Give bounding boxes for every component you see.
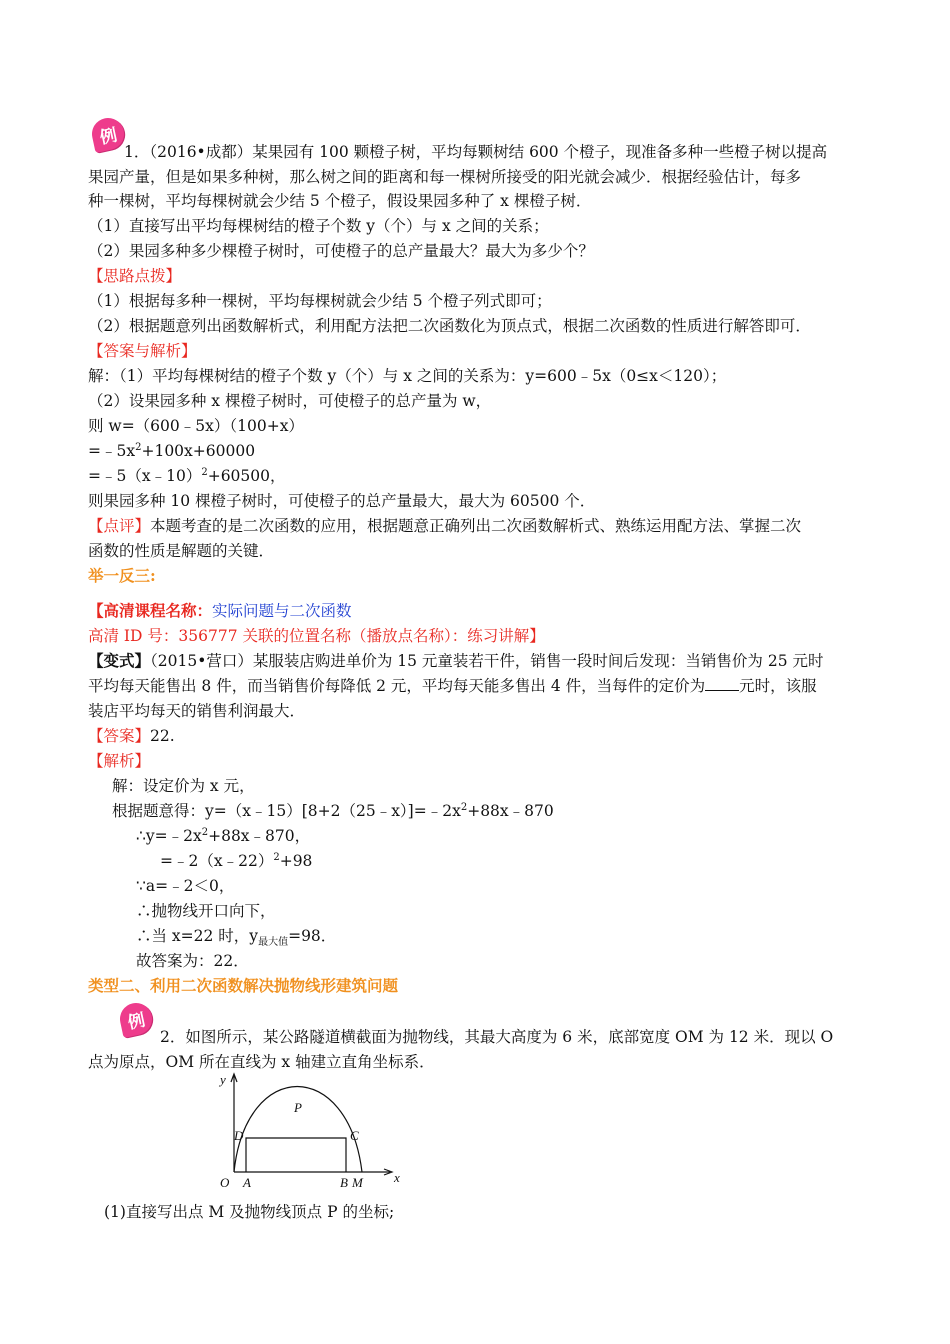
comment-line-1: 【点评】本题考查的是二次函数的应用，根据题意正确列出二次函数解析式、熟练运用配方法、掌握二次 — [88, 517, 802, 535]
solution-line-2: （2）设果园多种 x 棵橙子树时，可使橙子的总产量为 w， — [88, 392, 492, 410]
analysis-step-3: $\therefore y=﹣2x^2+88x﹣870$， — [136, 826, 311, 845]
hint-heading: 【思路点拨】 — [88, 267, 182, 285]
course-line: 【高清课程名称：实际问题与二次函数 — [88, 601, 352, 620]
ex2-line-2: 点为原点，OM 所在直线为 x 轴建立直角坐标系． — [88, 1053, 435, 1071]
ex2-question-1: (1)直接写出点 M 及抛物线顶点 P 的坐标; — [104, 1203, 395, 1221]
label-A: A — [243, 1175, 251, 1190]
course-id-line: 高清 ID 号：356777 关联的位置名称（播放点名称）：练习讲解】 — [88, 627, 545, 645]
label-D: D — [234, 1128, 244, 1143]
variant-line-1: 【变式】（2015•营口）某服装店购进单价为 15 元童装若干件，销售一段时间后发现：当销售价为 25 元时 — [88, 651, 824, 670]
answer-heading: 【答案与解析】 — [88, 342, 197, 360]
tunnel-figure — [212, 1068, 412, 1198]
rectangle-abcd — [246, 1138, 346, 1172]
variant-heading: 【变式】 — [88, 651, 151, 670]
analysis-step-1: 解：设定价为 x 元， — [112, 777, 255, 795]
analysis-heading: 【解析】 — [88, 752, 151, 770]
practice-heading: 举一反三: — [88, 566, 156, 585]
variant-line-2: 平均每天能售出 8 件，而当销售价每降低 2 元，平均每天能多售出 4 件，当每件的定价为 元时，该服 — [88, 677, 817, 695]
label-C: C — [350, 1128, 359, 1143]
ex1-question-2: （2）果园多种多少棵橙子树时，可使橙子的总产量最大？最大为多少个？ — [88, 242, 594, 260]
solution-line-3: 则 w=（600﹣5x）（100+x） — [88, 417, 304, 435]
label-M: M — [352, 1175, 363, 1190]
ex1-line-3: 种一棵树，平均每棵树就会少结 5 个橙子，假设果园多种了 x 棵橙子树． — [88, 192, 592, 210]
analysis-step-7: ∴当 x=22 时，$y_{最大值}=98$． — [136, 927, 337, 949]
comment-line-2: 函数的性质是解题的关键． — [88, 542, 275, 560]
example-badge-icon: 例 — [117, 1000, 155, 1038]
label-y: y — [220, 1072, 226, 1087]
ex1-line-2: 果园产量，但是如果多种树，那么树之间的距离和每一棵树所接受的阳光就会减少．根据经验估计，每多 — [88, 168, 802, 186]
hint-line-1: （1）根据每多种一棵树，平均每棵树就会少结 5 个橙子列式即可； — [88, 292, 552, 310]
solution-line-1: 解：（1）平均每棵树结的橙子个数 y（个）与 x 之间的关系为：y=600﹣5x（0≤x＜120）； — [88, 367, 727, 385]
hint-line-2: （2）根据题意列出函数解析式，利用配方法把二次函数化为顶点式，根据二次函数的性质进行解答即可． — [88, 317, 811, 335]
example-badge-icon: 例 — [89, 115, 127, 153]
ex1-line-1: 1．（2016•成都）某果园有 100 颗橙子树，平均每颗树结 600 个橙子，现准备多种一些橙子树以提高 — [124, 143, 828, 161]
analysis-step-8: 故答案为：22． — [136, 952, 249, 970]
label-x: x — [394, 1170, 400, 1185]
variant-answer: 【答案】22. — [88, 727, 175, 745]
solution-eq-2: =﹣5（x﹣10）$^2$+60500， — [88, 466, 286, 485]
label-B: B — [340, 1175, 348, 1190]
type2-heading: 类型二、利用二次函数解决抛物线形建筑问题 — [88, 976, 399, 995]
course-name: 实际问题与二次函数 — [212, 602, 352, 620]
solution-conclusion: 则果园多种 10 棵橙子树时，可使橙子的总产量最大，最大为 60500 个． — [88, 492, 596, 510]
label-P: P — [294, 1100, 302, 1115]
analysis-step-4: =﹣2（x﹣22）$^2$+98 — [160, 851, 313, 870]
ex2-line-1: 2．如图所示，某公路隧道横截面为抛物线，其最大高度为 6 米，底部宽度 OM 为 12 米．现以 O — [160, 1028, 834, 1046]
answer-blank — [705, 675, 739, 691]
comment-heading: 【点评】 — [88, 517, 151, 535]
analysis-step-6: ∴抛物线开口向下， — [136, 902, 276, 920]
solution-eq-1: $=﹣5x^2+100x+60000$ — [88, 441, 256, 460]
variant-line-3: 装店平均每天的销售利润最大． — [88, 702, 306, 720]
analysis-step-5: ∵a=﹣2＜0， — [136, 877, 235, 895]
variant-answer-heading: 【答案】 — [88, 727, 151, 745]
label-O: O — [220, 1175, 230, 1190]
ex1-question-1: （1）直接写出平均每棵树结的橙子个数 y（个）与 x 之间的关系； — [88, 217, 549, 235]
analysis-step-2: 根据题意得：$y=(x﹣15)[8+2(25﹣x)]=﹣2x^2+88x﹣870$ — [112, 801, 554, 820]
